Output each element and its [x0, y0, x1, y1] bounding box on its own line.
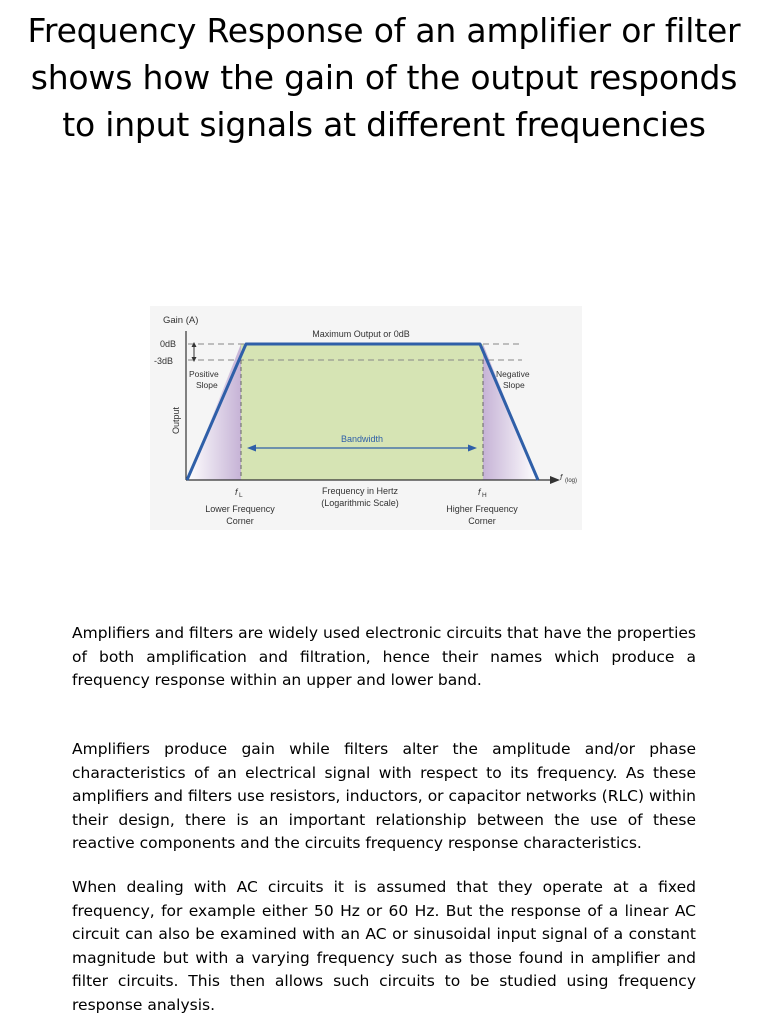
paragraph-3: When dealing with AC circuits it is assumed that they operate at a fixed frequency, for example either 50 Hz or 60 Hz. But the response of a linear AC circuit can also be examined with an AC or sinusoidal input signal of a constant magnitude but with a varying frequency such as those found in amplifier and filter circuits. This then allows such circuits to be studied using frequency response analysis.	[72, 878, 696, 1014]
bandwidth-label: Bandwidth	[340, 434, 384, 444]
minus3db-label: -3dB	[154, 356, 174, 366]
paragraph-1: Amplifiers and filters are widely used electronic circuits that have the properties of both amplification and filtration, hence their names which produce a frequency response within an upper and lower band.	[72, 624, 696, 689]
max-output-label: Maximum Output or 0dB	[312, 329, 410, 339]
frequency-response-diagram	[150, 306, 582, 530]
negative-slope-label-2: Slope	[503, 380, 525, 390]
lower-corner-label-1: Lower Frequency	[205, 504, 275, 514]
svg-text:H: H	[482, 492, 487, 499]
freq-label-1: Frequency in Hertz	[321, 486, 399, 496]
higher-corner-label-1: Higher Frequency	[446, 504, 518, 514]
lower-corner-label-2: Corner	[226, 516, 254, 526]
zero-db-label: 0dB	[160, 339, 177, 349]
page-title: Frequency Response of an amplifier or filter shows how the gain of the output responds to input signals at different frequencies	[27, 11, 741, 144]
freq-label-2: (Logarithmic Scale)	[321, 498, 399, 508]
higher-corner-label-2: Corner	[468, 516, 496, 526]
svg-text:f: f	[478, 487, 481, 497]
svg-text:f: f	[560, 473, 563, 482]
output-axis-label: Output	[171, 406, 181, 434]
gain-label: Gain (A)	[163, 315, 199, 326]
svg-text:f: f	[235, 487, 238, 497]
svg-text:(log): (log)	[565, 478, 578, 484]
positive-slope-label-1: Positive	[189, 369, 219, 379]
positive-slope-label-2: Slope	[196, 380, 218, 390]
svg-text:L: L	[239, 492, 243, 499]
negative-slope-label-1: Negative	[496, 369, 530, 379]
bandwidth-region	[241, 360, 483, 480]
paragraph-2: Amplifiers produce gain while filters alter the amplitude and/or phase characteristics of an electrical signal with respect to its frequency. As these amplifiers and filters use resistors, inductors, or capacitor networks (RLC) within their design, there is an important relationship between the use of these reactive components and the circuits frequency response characteristics.	[72, 740, 696, 852]
